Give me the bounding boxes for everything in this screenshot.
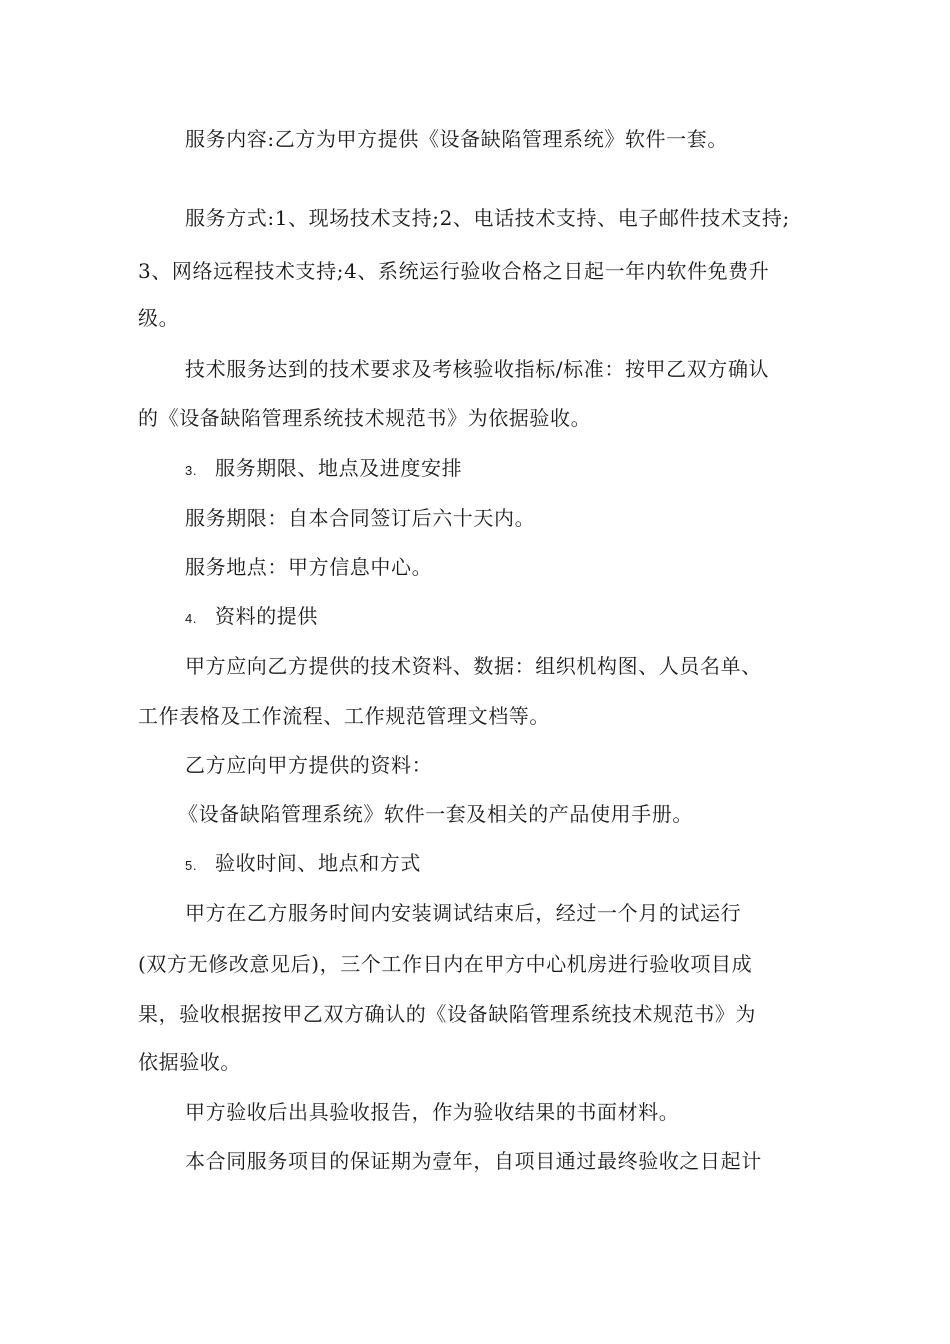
section-5-heading bbox=[185, 850, 421, 879]
section-title: 服务期限、地点及进度安排 bbox=[215, 456, 463, 480]
party-b-materials-heading: 乙方应向甲方提供的资料： bbox=[185, 753, 433, 777]
service-period-line: 服务期限：自本合同签订后六十天内。 bbox=[185, 506, 536, 530]
warranty-line: 本合同服务项目的保证期为壹年，自项目通过最终验收之日起计 bbox=[185, 1149, 762, 1173]
section-4-heading bbox=[185, 603, 318, 632]
acceptance-line-2: (双方无修改意见后)，三个工作日内在甲方中心机房进行验收项目成 bbox=[138, 952, 753, 976]
acceptance-report-line: 甲方验收后出具验收报告，作为验收结果的书面材料。 bbox=[185, 1100, 680, 1124]
acceptance-line-1: 甲方在乙方服务时间内安装调试结束后，经过一个月的试运行 bbox=[185, 901, 742, 925]
party-a-materials-line-1: 甲方应向乙方提供的技术资料、数据：组织机构图、人员名单、 bbox=[185, 654, 762, 678]
service-content-line: 服务内容:乙方为甲方提供《设备缺陷管理系统》软件一套。 bbox=[185, 127, 728, 151]
section-title: 验收时间、地点和方式 bbox=[215, 851, 421, 875]
service-method-line-1: 服务方式:1、现场技术支持;2、电话技术支持、电子邮件技术支持; bbox=[185, 206, 790, 230]
section-title: 资料的提供 bbox=[215, 604, 318, 628]
section-number: 4. bbox=[185, 611, 198, 626]
section-number: 5. bbox=[185, 858, 198, 873]
party-b-materials-line: 《设备缺陷管理系统》软件一套及相关的产品使用手册。 bbox=[178, 802, 693, 826]
party-a-materials-line-2: 工作表格及工作流程、工作规范管理文档等。 bbox=[138, 704, 550, 728]
acceptance-line-4: 依据验收。 bbox=[138, 1050, 241, 1074]
section-number: 3. bbox=[185, 463, 198, 478]
service-location-line: 服务地点：甲方信息中心。 bbox=[185, 555, 433, 579]
service-method-line-2: 3、网络远程技术支持;4、系统运行验收合格之日起一年内软件免费升 bbox=[138, 259, 770, 283]
acceptance-line-3: 果，验收根据按甲乙双方确认的《设备缺陷管理系统技术规范书》为 bbox=[138, 1002, 756, 1026]
service-method-line-3: 级。 bbox=[138, 306, 180, 330]
acceptance-criteria-line-1: 技术服务达到的技术要求及考核验收指标/标准：按甲乙双方确认 bbox=[185, 357, 770, 381]
acceptance-criteria-line-2: 的《设备缺陷管理系统技术规范书》为依据验收。 bbox=[138, 406, 592, 430]
section-3-heading bbox=[185, 455, 462, 484]
